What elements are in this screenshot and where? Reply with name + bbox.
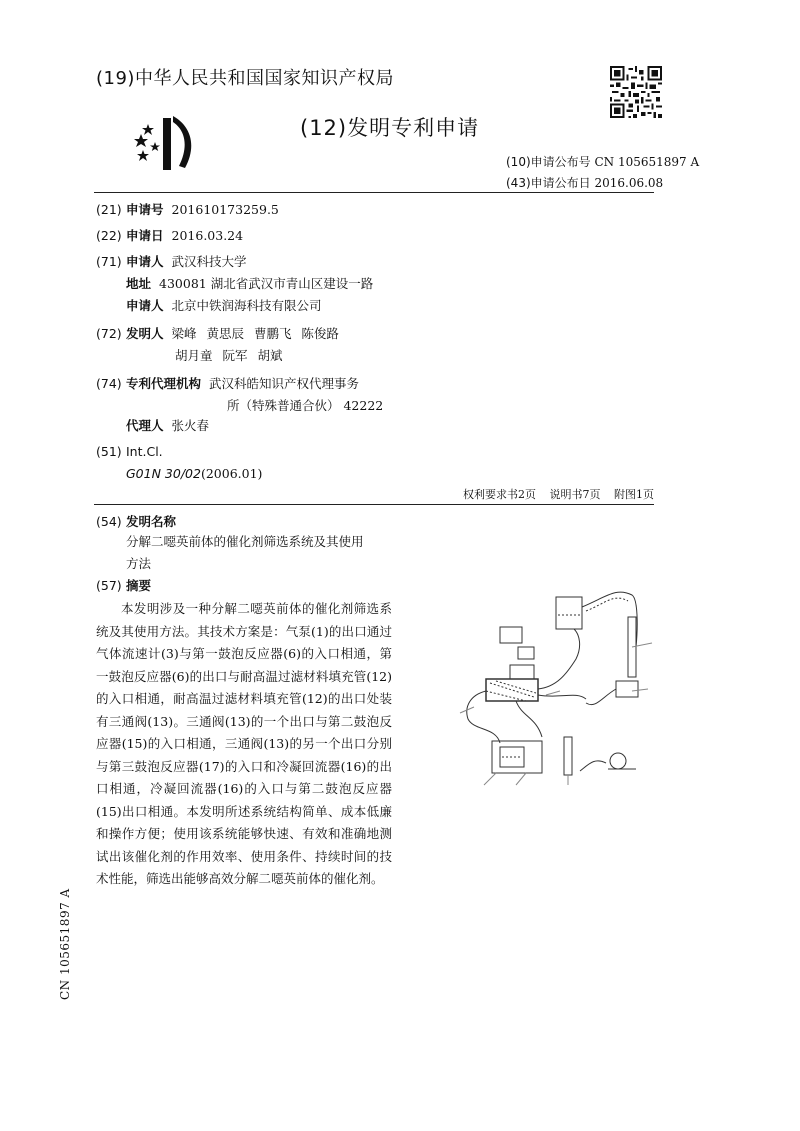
application-date-field <box>96 226 243 244</box>
publication-date: 2016.06.08 <box>594 176 664 190</box>
ipc-class: G01N 30/02 <box>126 466 201 481</box>
publication-date-row <box>506 174 663 191</box>
ipc-class-row <box>126 466 262 481</box>
publication-number-label: (10)申请公布号 <box>506 155 591 169</box>
application-number: 201610173259.5 <box>171 202 279 217</box>
abstract-heading <box>96 576 151 594</box>
page-count: 权利要求书2页 说明书7页 附图1页 <box>463 488 654 501</box>
abstract-text: 本发明涉及一种分解二噁英前体的催化剂筛选系统及其使用方法。其技术方案是：气泵(1)的出口通过气体流速计(3)与第一鼓泡反应器(6)的入口相通，第一鼓泡反应器(6)的出口与耐高温过滤材料填充管(12)的入口相通，耐高温过滤材料填充管(12)的出口处装有三通阀(13)。三通阀(13)的一个出口与第二鼓泡反应器(15)的入口相通，三通阀(13)的另一个出口分别与第三鼓泡反应器(17)的入口和冷凝回流器(16)的出口相通，冷凝回流器(16)的入口与第二鼓泡反应器(15)出口相通。本发明所述系统结构简单、成本低廉和操作方便；使用该系统能够快速、有效和准确地测试出该催化剂的作用效率、使用条件、持续时间的技术性能，筛选出能够高效分解二噁英前体的催化剂。 <box>96 601 392 886</box>
field-label: 专利代理机构 <box>126 376 202 391</box>
applicant-field <box>96 252 247 270</box>
ipc-field <box>96 444 163 459</box>
qr-code <box>610 66 662 118</box>
apparatus-figure <box>456 587 666 849</box>
agent-name: 张火春 <box>171 418 210 433</box>
field-label: 申请人 <box>126 254 164 269</box>
cnipa-logo <box>133 112 203 176</box>
field-label: Int.Cl. <box>126 444 163 459</box>
agency-line-2: 所（特殊普通合伙） 42222 <box>227 398 384 413</box>
invention-title-line-1: 分解二噁英前体的催化剂筛选系统及其使用 <box>126 534 364 549</box>
field-label: 申请人 <box>126 298 164 313</box>
field-code: (72) <box>96 326 122 341</box>
application-date: 2016.03.24 <box>171 228 244 243</box>
field-label: 申请号 <box>126 202 164 217</box>
address: 430081 湖北省武汉市青山区建设一路 <box>159 276 374 291</box>
field-label: 申请日 <box>126 228 164 243</box>
field-label: 代理人 <box>126 418 164 433</box>
applicant-2-field <box>126 296 322 314</box>
invention-title-line-2: 方法 <box>126 556 152 571</box>
header-divider <box>94 192 654 193</box>
field-label: 发明人 <box>126 326 164 341</box>
ipc-date: (2006.01) <box>200 466 263 481</box>
field-code: (74) <box>96 376 122 391</box>
field-label: 发明名称 <box>126 514 177 529</box>
field-label: 摘要 <box>126 578 152 593</box>
agency-line-1: 武汉科皓知识产权代理事务 <box>209 376 360 391</box>
publication-date-label: (43)申请公布日 <box>506 176 591 190</box>
publication-number: CN 105651897 A <box>594 155 700 169</box>
inventors-field <box>96 324 339 342</box>
field-code: (22) <box>96 228 122 243</box>
publication-number-row <box>506 153 699 170</box>
field-code: (21) <box>96 202 122 217</box>
field-label: 地址 <box>126 276 152 291</box>
field-code: (57) <box>96 578 122 593</box>
address-field <box>126 274 373 292</box>
application-number-field <box>96 200 279 218</box>
title-heading <box>96 512 176 530</box>
office-name: (19)中华人民共和国国家知识产权局 <box>96 68 394 89</box>
inventors-line-1: 梁峰 黄思辰 曹鹏飞 陈俊路 <box>171 326 339 341</box>
side-publication-id: CN 105651897 A <box>58 888 72 1000</box>
agency-field <box>96 374 359 392</box>
field-code: (71) <box>96 254 122 269</box>
field-code: (51) <box>96 444 122 459</box>
document-type: (12)发明专利申请 <box>300 116 480 140</box>
applicant-name: 武汉科技大学 <box>171 254 247 269</box>
agent-field <box>126 416 209 434</box>
field-code: (54) <box>96 514 122 529</box>
section-divider <box>94 504 654 505</box>
applicant-2-name: 北京中铁润海科技有限公司 <box>171 298 322 313</box>
inventors-line-2: 胡月童 阮军 胡斌 <box>175 348 283 363</box>
